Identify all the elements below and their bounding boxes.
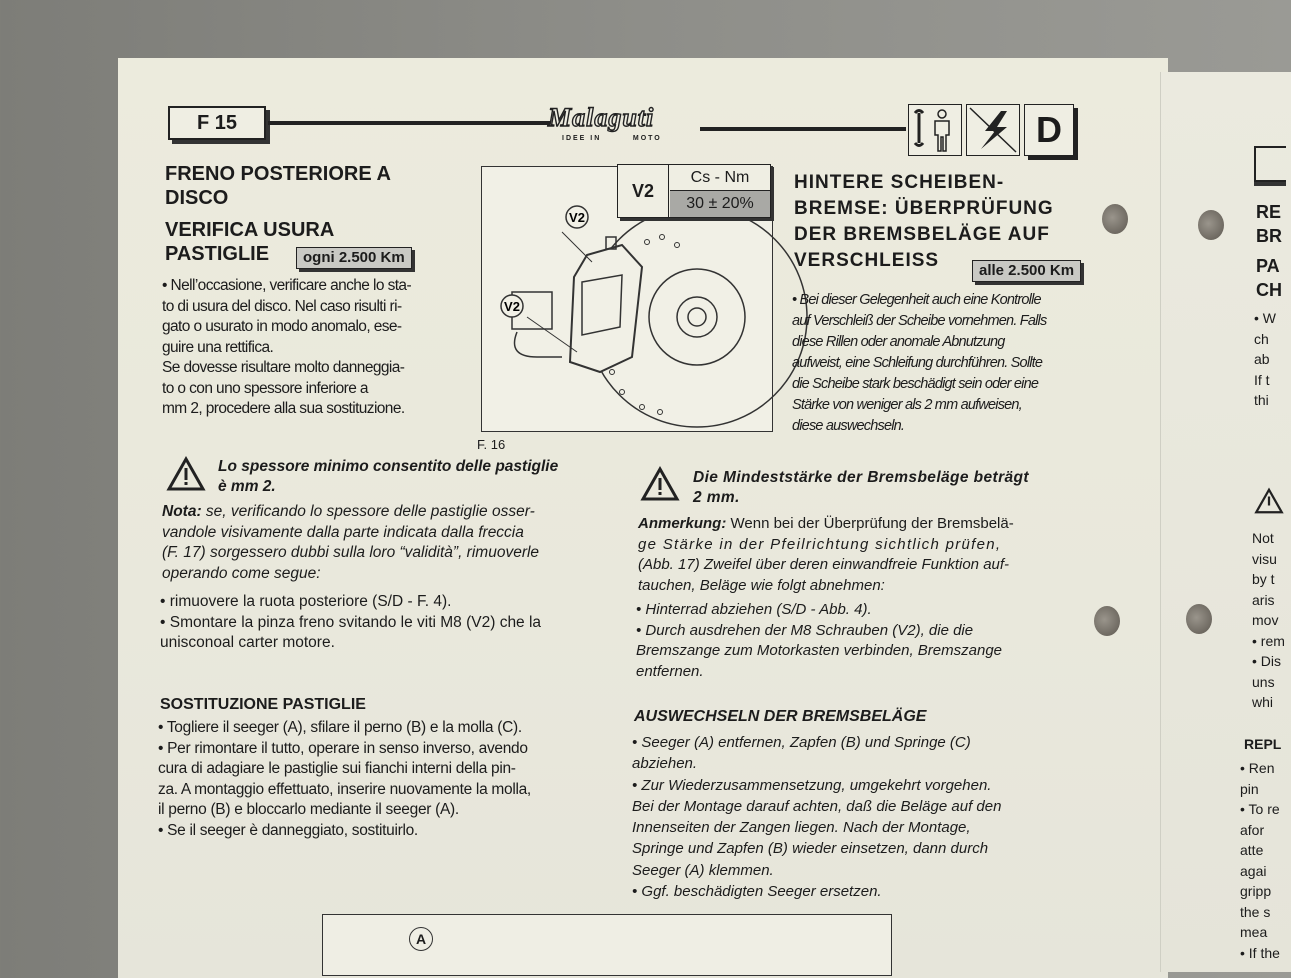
text-line: PA xyxy=(1256,256,1280,276)
text-line: Lo spessore minimo consentito delle pastiglie xyxy=(218,458,559,475)
text-line: za. A montaggio effettuato, inserire nuovamente la molla, xyxy=(158,780,531,798)
torque-value: 30 ± 20% xyxy=(670,191,770,217)
text-line: • Zur Wiederzusammensetzung, umgekehrt vorgehen. xyxy=(632,776,992,794)
text-line: • Bei dieser Gelegenheit auch eine Kontrolle xyxy=(792,292,1041,308)
text-line: diese auswechseln. xyxy=(792,418,905,434)
text-line: agai xyxy=(1240,862,1267,879)
header-rule xyxy=(700,127,906,131)
text-line: pin xyxy=(1240,780,1259,797)
torque-unit: Cs - Nm xyxy=(670,165,770,191)
german-steps xyxy=(636,600,1002,682)
figure-caption: F. 16 xyxy=(477,437,506,452)
german-intro xyxy=(792,290,1046,437)
text-line: Not xyxy=(1252,530,1274,546)
text-line: • Per rimontare il tutto, operare in senso inverso, avendo xyxy=(158,739,528,757)
binder-hole xyxy=(1198,210,1224,240)
text-line: ch xyxy=(1254,330,1269,347)
german-title xyxy=(794,170,1054,274)
text-line: mov xyxy=(1252,612,1279,628)
text-line: gripp xyxy=(1240,883,1272,899)
german-section-text xyxy=(632,732,1001,902)
text-line: If t xyxy=(1254,371,1270,388)
text-line: è mm 2. xyxy=(218,478,276,495)
bottom-figure xyxy=(322,914,892,976)
brand-logo: Malaguti xyxy=(548,103,655,132)
torque-spec-table xyxy=(617,164,771,218)
torque-ref: V2 xyxy=(618,165,669,217)
german-section-title: AUSWECHSELN DER BREMSBELÄGE xyxy=(634,708,927,725)
language-badge: D xyxy=(1024,104,1074,156)
text-line: mea xyxy=(1240,924,1268,940)
text-line: Springe und Zapfen (B) wieder einsetzen, dann durch xyxy=(632,840,989,858)
text-line: by t xyxy=(1252,571,1275,587)
next-page-section-text xyxy=(1240,758,1280,963)
text-line: whi xyxy=(1252,694,1274,710)
italian-note: Nota: se, verificando lo spessore delle pastiglie osser- vandole visivamente dalla parte indicata dalla freccia (F. 17) sorgessero dubbi sulla loro “validità”, rimuoverle operando come segue: xyxy=(162,503,540,582)
text-line: guire una rettifica. xyxy=(162,338,274,356)
warning-icon xyxy=(640,466,680,502)
text-line: the s xyxy=(1240,903,1271,920)
callout-v2: V2 xyxy=(504,299,520,314)
italian-interval-badge: ogni 2.500 Km xyxy=(296,247,412,269)
text-line: afor xyxy=(1240,821,1265,838)
text-line: to o con uno spessore inferiore a xyxy=(162,379,368,397)
text-line: • Togliere il seeger (A), sfilare il perno (B) e la molla (C). xyxy=(158,719,522,736)
text-line: unisconoal carter motore. xyxy=(160,634,335,651)
header-rule xyxy=(268,121,550,125)
text-line: BR xyxy=(1256,226,1282,246)
text-line: Stärke von weniger als 2 mm aufweisen, xyxy=(792,397,1022,413)
mechanic-tools-icon xyxy=(908,104,962,156)
text-line: aris xyxy=(1252,591,1275,608)
text-line: abziehen. xyxy=(632,755,698,773)
text-line: • To re xyxy=(1240,801,1280,817)
italian-intro xyxy=(162,276,411,420)
brand-tagline: IDEE IN MOTO xyxy=(562,135,662,142)
text-line: • Ggf. beschädigten Seeger ersetzen. xyxy=(632,883,882,901)
text-line: CH xyxy=(1256,280,1282,300)
binder-hole xyxy=(1094,606,1120,636)
text-line: entfernen. xyxy=(636,662,704,680)
binder-hole xyxy=(1186,604,1212,634)
warning-icon xyxy=(1254,484,1284,518)
text-line: Innenseiten der Zangen liegen. Nach der Montage, xyxy=(632,819,971,837)
text-line: • Seeger (A) entfernen, Zapfen (B) und Springe (C) xyxy=(632,734,971,751)
text-line: Se dovesse risultare molto danneggia- xyxy=(162,359,405,376)
text-line: • Nell’occasione, verificare anche lo sta- xyxy=(162,277,412,294)
page-code: F 15 xyxy=(168,106,266,140)
text-line: auf Verschleiß der Scheibe vornehmen. Falls xyxy=(792,313,1047,329)
text-line: il perno (B) e bloccarlo mediante il seeger (A). xyxy=(158,801,459,818)
german-interval-badge: alle 2.500 Km xyxy=(972,260,1081,282)
text-line: aufweist, eine Schleifung durchführen. Sollte xyxy=(792,355,1043,371)
text-line: Seeger (A) klemmen. xyxy=(632,861,774,879)
italian-subtitle: VERIFICA USURA PASTIGLIE xyxy=(165,219,335,265)
text-line: visu xyxy=(1252,550,1277,567)
text-line: • Durch ausdrehen der M8 Schrauben (V2), die die xyxy=(636,621,974,639)
text-line: • rem xyxy=(1252,632,1285,649)
no-electric-icon xyxy=(966,104,1020,156)
text-line: BREMSE: ÜBERPRÜFUNG xyxy=(794,198,1054,219)
text-line: Bei der Montage darauf achten, daß die Beläge auf den xyxy=(632,797,1002,815)
text-line: • Smontare la pinza freno svitando le viti M8 (V2) che la xyxy=(160,613,542,631)
warning-icon xyxy=(166,456,206,492)
text-line: • Hinterrad abziehen (S/D - Abb. 4). xyxy=(636,601,872,618)
text-line: cura di adagiare le pastiglie sui fianchi interni della pin- xyxy=(158,760,516,777)
callout-a: A xyxy=(409,927,433,951)
text-line: ab xyxy=(1254,351,1270,367)
next-page-section-title: REPL xyxy=(1244,736,1282,752)
text-line: VERSCHLEISS xyxy=(794,250,940,271)
german-note: Anmerkung: Wenn bei der Überprüfung der Bremsbelä- ge Stärke in der Pfeilrichtung sichtlich prüfen, (Abb. 17) Zweifel über deren einwandfreie Funktion auf- tauchen, Beläge wie folgt abnehmen: xyxy=(638,515,1014,594)
text-line: uns xyxy=(1252,673,1275,690)
text-line: DER BREMSBELÄGE AUF xyxy=(794,224,1050,245)
text-line: RE xyxy=(1256,202,1282,222)
text-line: mm 2, procedere alla sua sostituzione. xyxy=(162,400,405,417)
next-page-code-box xyxy=(1254,146,1286,182)
text-line: diese Rillen oder anomale Abnutzung xyxy=(792,334,1005,350)
callout-v2: V2 xyxy=(569,210,585,225)
german-warning xyxy=(693,468,1029,508)
text-line: • Ren xyxy=(1240,760,1275,776)
italian-warning xyxy=(218,457,558,497)
text-line: • If the xyxy=(1240,944,1280,961)
italian-steps xyxy=(160,592,541,654)
text-line: • rimuovere la ruota posteriore (S/D - F. 4). xyxy=(160,593,452,610)
text-line: • W xyxy=(1254,310,1277,326)
text-line: • Se il seeger è danneggiato, sostituirlo. xyxy=(158,821,418,839)
next-page-note xyxy=(1252,528,1285,713)
text-line: Die Mindeststärke der Bremsbeläge beträgt xyxy=(693,469,1029,486)
text-line: 2 mm. xyxy=(693,489,740,506)
text-line: HINTERE SCHEIBEN- xyxy=(794,172,1005,193)
text-line: Bremszange zum Motorkasten verbinden, Bremszange xyxy=(636,642,1003,659)
text-line: atte xyxy=(1240,842,1264,858)
next-page-title xyxy=(1256,200,1280,302)
italian-section-title: SOSTITUZIONE PASTIGLIE xyxy=(160,696,366,713)
text-line: gato o usurato in modo anomalo, ese- xyxy=(162,318,402,335)
text-line: thi xyxy=(1254,392,1269,408)
text-line: • Dis xyxy=(1252,653,1282,669)
next-page-intro xyxy=(1254,308,1280,411)
text-line: to di usura del disco. Nel caso risulti ri- xyxy=(162,297,402,315)
text-line: die Scheibe stark beschädigt sein oder eine xyxy=(792,376,1039,392)
italian-title: FRENO POSTERIORE A DISCO xyxy=(165,163,391,209)
binder-hole xyxy=(1102,204,1128,234)
italian-section-text xyxy=(158,718,531,841)
